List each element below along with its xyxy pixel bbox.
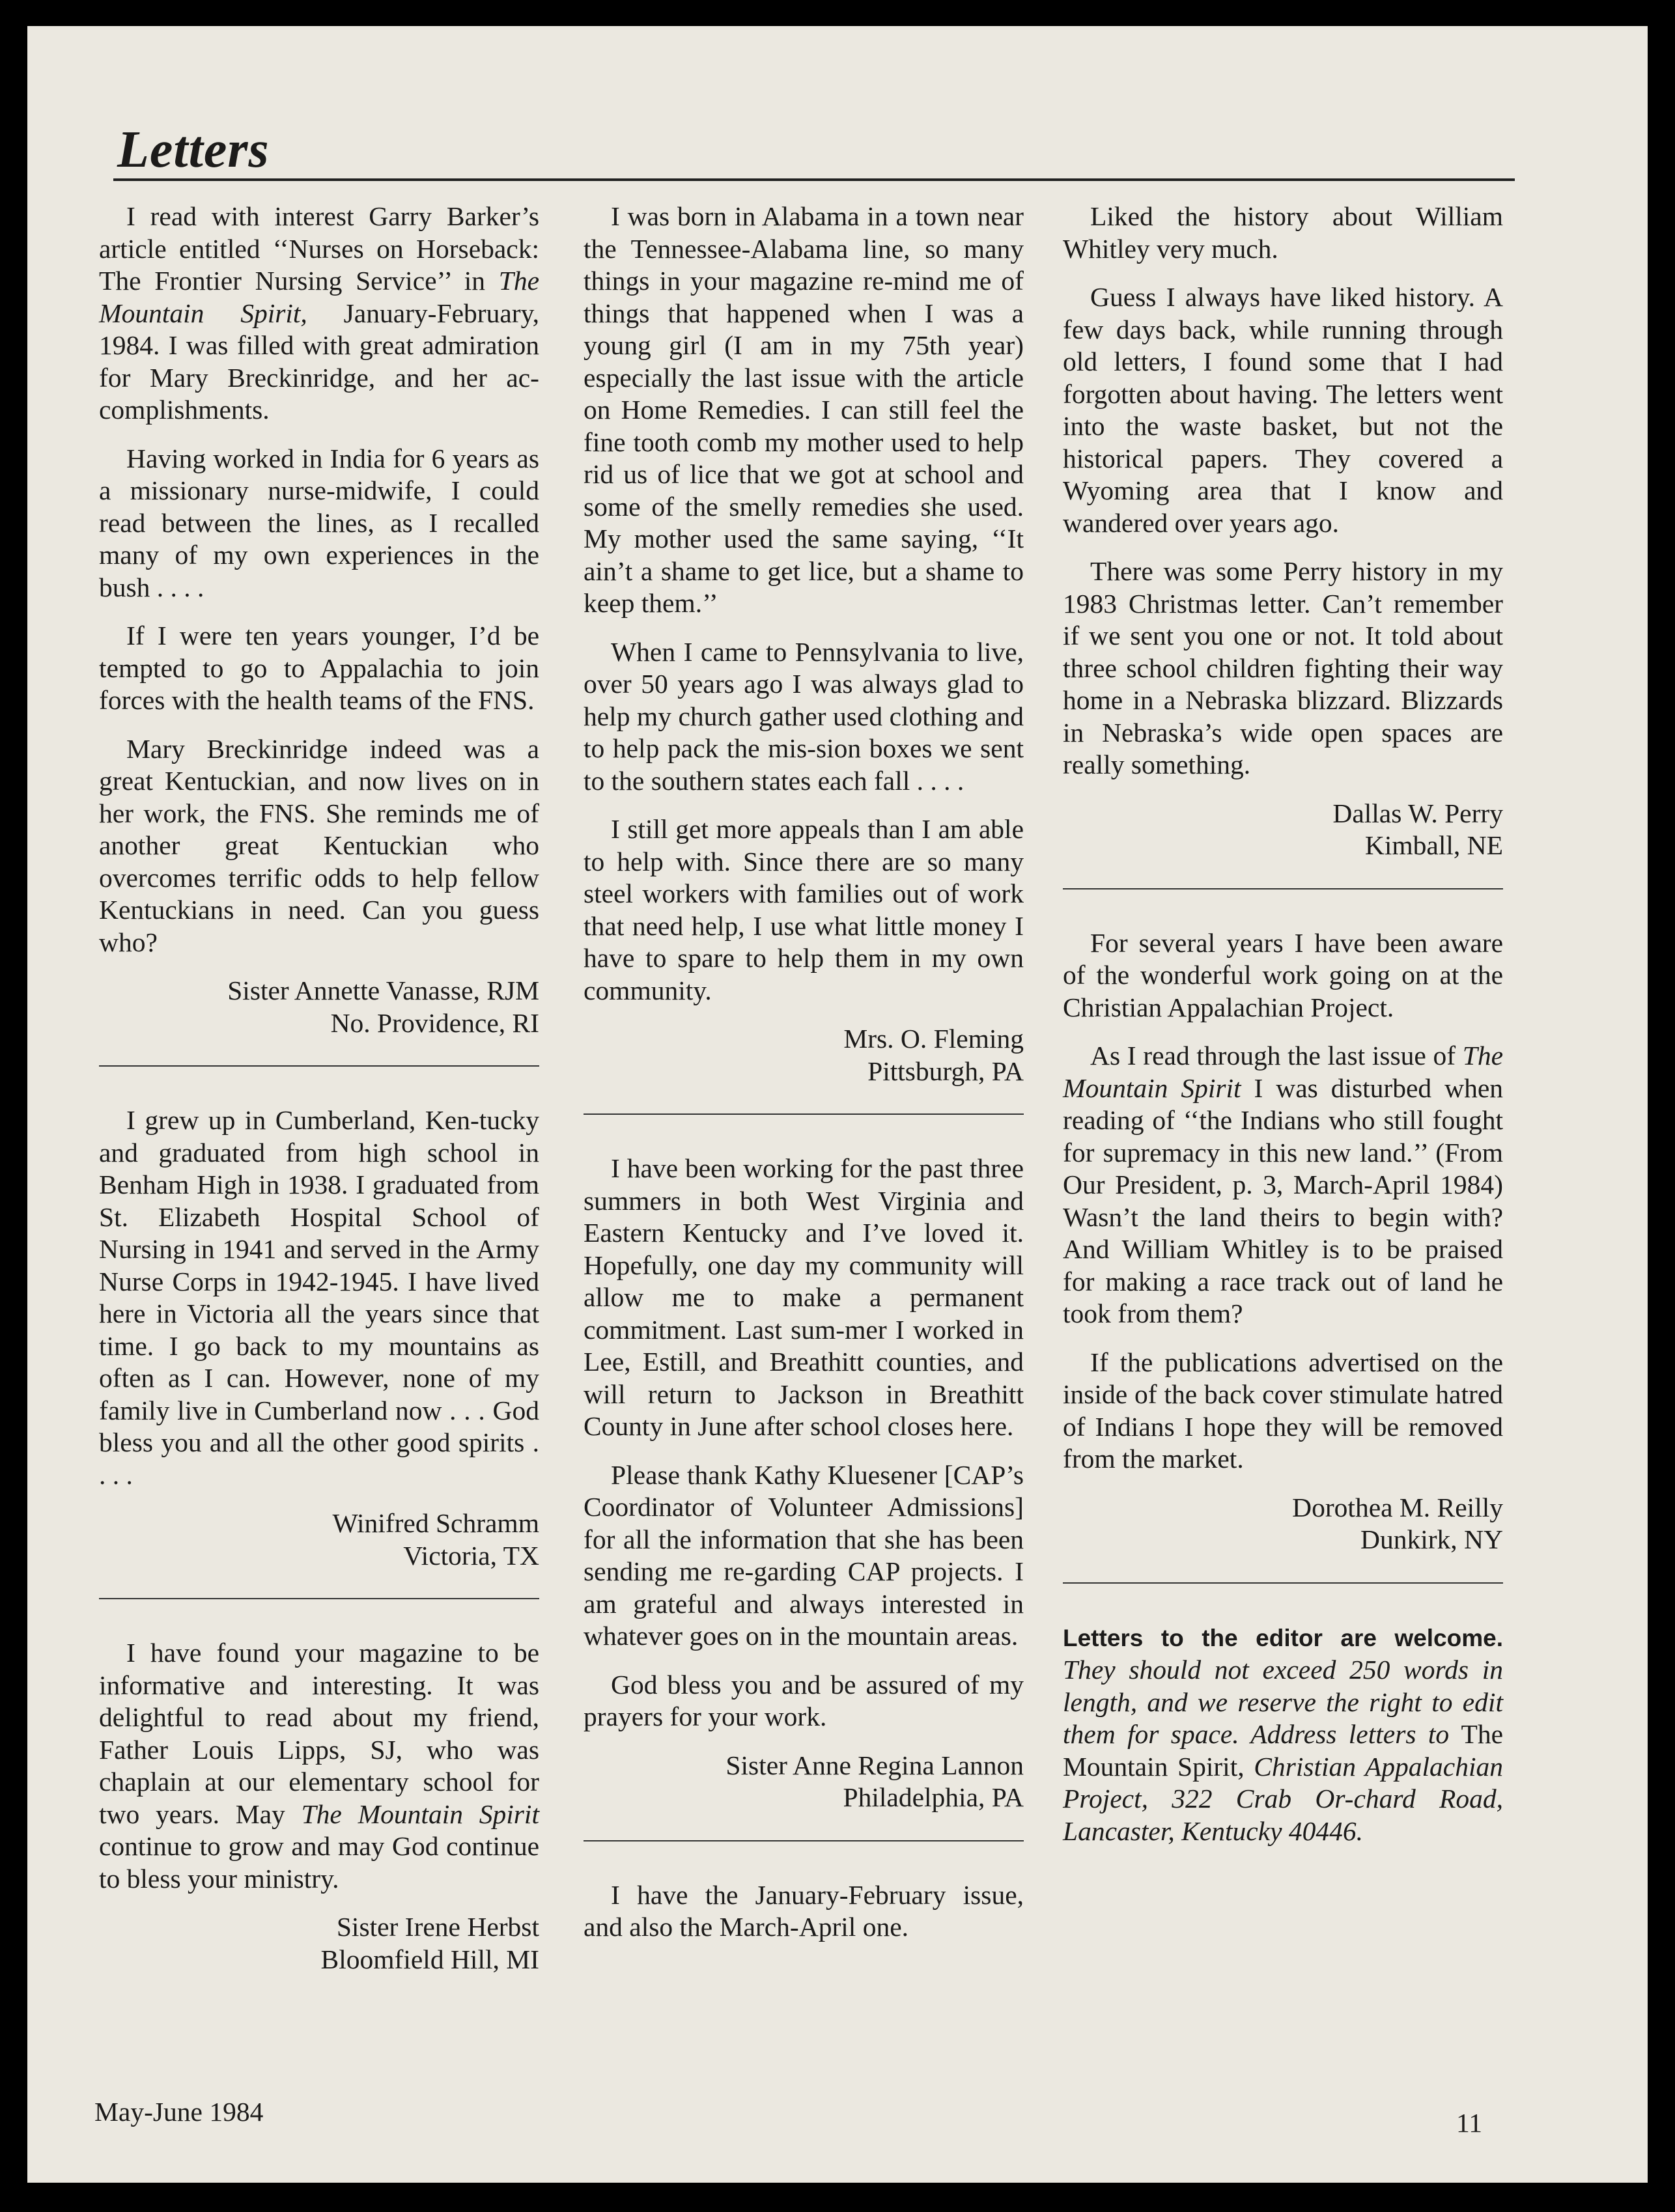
letter-separator (99, 1598, 539, 1599)
letter-paragraph (1063, 1040, 1503, 1330)
letter-text: Please thank Kathy Kluesener [CAP’s Coordinator of Volunteer Admissions] for all the information that she has been sending me re-garding CAP projects. I am grateful and always interested in whatever goes on in the mountain areas. (584, 1459, 1024, 1651)
letter-text: I read with interest Garry Barker’s article entitled ‘‘Nurses on Horseback: The Frontier Nursing Service’’ in (99, 201, 539, 296)
letter-paragraph (1063, 927, 1503, 1024)
signature-location: Kimball, NE (1364, 830, 1503, 860)
letter (584, 1153, 1024, 1814)
letter (1063, 201, 1503, 862)
section-title: Letters (117, 121, 270, 178)
notice-italic-a: They should not exceed 250 words in length, and we reserve the right to edit them for space. Address letters to (1063, 1655, 1503, 1749)
magazine-page (27, 26, 1648, 2183)
letter-paragraph (1063, 281, 1503, 539)
signature-name: Sister Irene Herbst (336, 1912, 539, 1942)
letter-text: As I read through the last issue of (1090, 1041, 1463, 1071)
letter (99, 1104, 539, 1572)
letter-signature (99, 1911, 539, 1976)
letter-text: I still get more appeals than I am able to help with. Since there are so many steel workers with families out of work that need help, I use what little money I have to spare to help them in my own community. (584, 814, 1024, 1005)
signature-name: Dorothea M. Reilly (1292, 1492, 1503, 1522)
letter-paragraph (1063, 201, 1503, 265)
letter-paragraph (99, 733, 539, 959)
signature-location: Philadelphia, PA (843, 1782, 1024, 1812)
page-number: 11 (1456, 2108, 1482, 2138)
letter-paragraph (584, 1879, 1024, 1944)
letter-text: When I came to Pennsylvania to live, over 50 years ago I was always glad to help my church gather used clothing and to help pack the mis-sion boxes we sent to the southern states each fall . . . . (584, 636, 1024, 796)
letter-paragraph (584, 1669, 1024, 1733)
signature-name: Sister Anne Regina Lannon (725, 1750, 1024, 1780)
letter-signature (584, 1750, 1024, 1814)
signature-location: Dunkirk, NY (1360, 1524, 1503, 1554)
letter-signature (99, 975, 539, 1039)
letter (99, 201, 539, 1039)
column-3 (1063, 201, 1503, 1847)
letter-text: God bless you and be assured of my prayers for your work. (584, 1669, 1024, 1731)
signature-name: Sister Annette Vanasse, RJM (227, 975, 539, 1005)
signature-location: Bloomfield Hill, MI (320, 1944, 539, 1974)
letter-text: I have been working for the past three summers in both West Virginia and Eastern Kentucky and I’ve loved it. Hopefully, one day my community will allow me to make a permanent commitment. Last sum-mer I worked in Lee, Estill, and Breathitt counties, and will return to Jackson in Breathitt County in June after school closes here. (584, 1153, 1024, 1441)
letter-separator (99, 1065, 539, 1067)
letter-text: If I were ten years younger, I’d be tempted to go to Appalachia to join forces with the health teams of the FNS. (99, 621, 539, 715)
letter-signature (99, 1507, 539, 1572)
signature-name: Winifred Schramm (332, 1508, 539, 1538)
column-1 (99, 201, 539, 2002)
letter-text: continue to grow and may God continue to bless your ministry. (99, 1831, 539, 1894)
letter-text: I was born in Alabama in a town near the Tennessee-Alabama line, so many things in your magazine re-mind me of things that happened when I was a young girl (I am in my 75th year) especially the last issue with the article on Home Remedies. I can still feel the fine tooth comb my mother used to help rid us of lice that we got at school and some of the smelly remedies she used. My mother used the same saying, ‘‘It ain’t a shame to get lice, but a shame to keep them.’’ (584, 201, 1024, 618)
issue-date: May-June 1984 (94, 2097, 264, 2127)
signature-name: Mrs. O. Fleming (843, 1024, 1024, 1054)
letter-text: Guess I always have liked history. A few days back, while running through old letters, I found some that I had forgotten about having. The letters went into the waste basket, but not the historical papers. They covered a Wyoming area that I know and wandered over years ago. (1063, 282, 1503, 538)
letter-paragraph (99, 443, 539, 604)
letter-paragraph (584, 1459, 1024, 1653)
letter-signature (584, 1023, 1024, 1087)
magazine-title-italic: The Mountain Spirit (301, 1799, 539, 1829)
letter-paragraph (99, 620, 539, 717)
letter-text: January-February, 1984. I was filled with great admiration for Mary Breckinridge, and her ac-complishments. (99, 298, 539, 425)
letter-paragraph (99, 1104, 539, 1491)
letter (1063, 927, 1503, 1556)
letter-text: I have found your magazine to be informative and interesting. It was delightful to read about my friend, Father Louis Lipps, SJ, who was chaplain at our elementary school for two years. May (99, 1638, 539, 1829)
title-rule (113, 178, 1515, 181)
letter-text: Mary Breckinridge indeed was a great Kentuckian, and now lives on in her work, the FNS. She reminds me of another great Kentuckian who overcomes terrific odds to help fellow Kentuckians in need. Can you guess who? (99, 733, 539, 957)
letter-text: There was some Perry history in my 1983 Christmas letter. Can’t remember if we sent you one or not. It told about three school children fighting their way home in a Nebraska blizzard. Blizzards in Nebraska’s wide open spaces are really something. (1063, 556, 1503, 779)
letter-paragraph (1063, 1347, 1503, 1476)
letter-text: If the publications advertised on the inside of the back cover stimulate hatred of Indians I hope they will be removed from the market. (1063, 1347, 1503, 1474)
letter-paragraph (584, 201, 1024, 620)
notice-italic-b: Christian Appalachian Project, 322 Crab Or-chard Road, Lancaster, Kentucky 40446. (1063, 1751, 1504, 1846)
magazine-title-italic: The Mountain Spirit, (99, 266, 539, 328)
letter-text: I grew up in Cumberland, Ken-tucky and graduated from high school in Benham High in 1938. I graduated from St. Elizabeth Hospital School of Nursing in 1941 and served in the Army Nurse Corps in 1942-1945. I have lived here in Victoria all the years since that time. I go back to my mountains as often as I can. However, none of my family live in Cumberland now . . . God bless you and all the other good spirits . . . . (99, 1105, 539, 1490)
letter (99, 1637, 539, 1976)
signature-location: Victoria, TX (403, 1540, 539, 1571)
notice-bold: Letters to the editor are welcome. (1063, 1624, 1503, 1651)
letter-paragraph (584, 636, 1024, 798)
signature-name: Dallas W. Perry (1332, 798, 1503, 828)
letter-separator (584, 1113, 1024, 1115)
notice-text (1063, 1621, 1503, 1848)
signature-location: No. Providence, RI (330, 1007, 539, 1038)
notice-magazine-name: The Mountain Spirit, (1063, 1719, 1503, 1782)
letter-text: I was disturbed when reading of ‘‘the Indians who still fought for supremacy in this new land.’’ (From Our President, p. 3, March-April 1984) Wasn’t the land theirs to begin with? And William Whitley is to be praised for making a race track out of land he took from them? (1063, 1072, 1503, 1328)
letter-paragraph (584, 1153, 1024, 1443)
magazine-title-italic: The Mountain Spirit (1063, 1041, 1503, 1103)
letter-paragraph (99, 1637, 539, 1895)
letter-text: For several years I have been aware of the wonderful work going on at the Christian Appalachian Project. (1063, 927, 1503, 1022)
letter (584, 201, 1024, 1087)
letter-signature (1063, 798, 1503, 862)
letter-text: Having worked in India for 6 years as a missionary nurse-midwife, I could read between the lines, as I recalled many of my own experiences in the bush . . . . (99, 443, 539, 602)
editor-notice (1063, 1621, 1503, 1848)
letter-paragraph (1063, 555, 1503, 781)
letter-separator (1063, 1582, 1503, 1584)
signature-location: Pittsburgh, PA (867, 1056, 1024, 1086)
letter-text: I have the January-February issue, and also the March-April one. (584, 1879, 1024, 1942)
letter-paragraph (584, 813, 1024, 1007)
letter-signature (1063, 1492, 1503, 1556)
column-2 (584, 201, 1024, 1960)
letter-separator (1063, 888, 1503, 889)
letter-paragraph (99, 201, 539, 427)
letter-text: Liked the history about William Whitley very much. (1063, 201, 1503, 264)
letter (584, 1879, 1024, 1944)
letter-separator (584, 1840, 1024, 1841)
